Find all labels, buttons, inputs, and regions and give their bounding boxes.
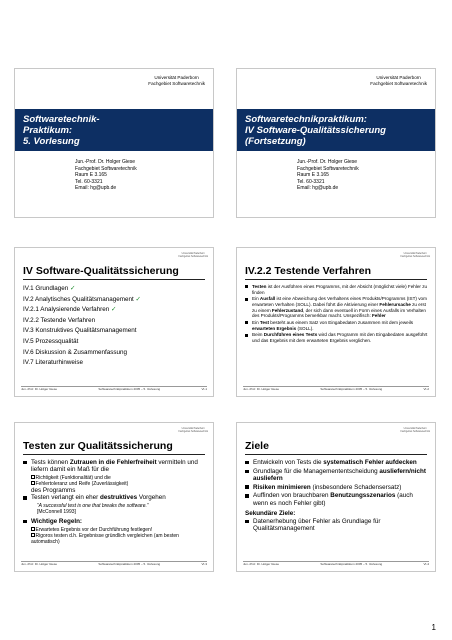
university-logo: Universität Paderborn Fachgebiet Softwaretechnik: [400, 252, 430, 258]
slide-body: [245, 459, 429, 534]
university-logo: Universität Paderborn Fachgebiet Softwaretechnik: [178, 252, 208, 258]
continuation-text: des Programms: [31, 486, 76, 494]
sub-item: Rigoros testen d.h. Ergebnisse gründlich vergleichen (am besten automatisch): [31, 532, 179, 545]
slide-title-box: Softwaretechnik- Praktikum: 5. Vorlesung: [15, 109, 214, 151]
slide-body: [23, 459, 207, 545]
bullet-item: Risiken minimieren (insbesondere Schadensersatz): [245, 484, 429, 491]
bullet-item: Beim Durchführen eines Tests wird das Programm mit den Eingabedaten ausgeführt und das Ergebnis mit dem erwarteten Ergebnis verglichen.: [245, 332, 429, 343]
toc-list: [23, 284, 207, 369]
bullet-item: Auffinden von brauchbaren Benutzungsszenarios (auch wenn es noch Fehler gibt): [245, 492, 429, 506]
bullet-item: Ein Test besteht aus einem Satz von Eingabedaten zusammen mit dem jeweils erwarteten Ergebnis (SOLL).: [245, 320, 429, 331]
toc-item: IV.6 Diskussion & Zusammenfassung: [23, 348, 128, 356]
university-logo: Universität Paderborn Fachgebiet Softwaretechnik: [400, 427, 430, 433]
sub-item: Fehlertoleranz und Reife (Zuverlässigkeit): [23, 481, 207, 487]
slide-title-box: Softwaretechnikpraktikum: IV Software-Qualitätssicherung (Fortsetzung): [237, 109, 436, 151]
bullet-item: Ein Ausfall ist eine Abweichung des Verhaltens eines Produkts/Programms (IST) vom erwarteten Verhalten (SOLL). Dabei führt die Aktivierung einer Fehlerursache zu erst zu einem Fehlerzustand, der sich dann eventuell in Form eines Ausfalls im Verhalten des Produkts/Programms bemerkbar macht. Unspezifisch: Fehler: [245, 296, 429, 318]
bullet-item: Testen ist der Ausführen eines Programms, mit der Absicht (möglichst viele) Fehler zu finden: [245, 284, 429, 295]
slide-toc: [14, 247, 214, 397]
quote-source: [McConnell 1993]: [37, 508, 76, 515]
slide-footer: Jun.-Prof. Dr. Holger Giese Softwaretechnikpraktikum 2005 – 5. Vorlesung VI-1: [21, 387, 207, 391]
toc-item: IV.2 Analytisches Qualitätsmanagement ✓: [23, 295, 141, 303]
slide-body: [245, 284, 429, 345]
bullet-item: Grundlage für die Managemententscheidung ausliefern/nicht ausliefern: [245, 468, 429, 482]
slide-testende-verfahren: [236, 247, 436, 397]
slide-heading: IV.2.2 Testende Verfahren: [245, 265, 372, 277]
slide-title-praktikum: [236, 68, 436, 218]
quote: “A successful test is one that breaks the software.”: [37, 502, 149, 509]
page-number: 1: [431, 623, 436, 632]
section-heading: Sekundäre Ziele:: [245, 509, 296, 517]
bullet-item: Wichtige Regeln:: [23, 518, 207, 525]
contact-info: Jun.-Prof. Dr. Holger Giese Fachgebiet Softwaretechnik Raum E 3.165 Tel. 60-3321 Email: hg@upb.de: [75, 159, 137, 192]
checkmark-icon: ✓: [135, 295, 141, 303]
title-rule: [245, 279, 427, 280]
university-logo: Universität Paderborn Fachgebiet Softwaretechnik: [178, 427, 208, 433]
bullet-item: Entwickeln von Tests die systematisch Fehler aufdecken: [245, 459, 429, 466]
sub-item: Erwartetes Ergebnis vor der Durchführung festlegen!: [23, 527, 207, 533]
slide-heading: Testen zur Qualitätssicherung: [23, 440, 173, 452]
title-rule: [23, 454, 205, 455]
square-bullet-icon: [31, 533, 35, 537]
bullet-item: Testen verlangt ein eher destruktives Vorgehen: [23, 494, 207, 501]
slide-testen-qualitaet: [14, 422, 214, 572]
slide-footer: Jun.-Prof. Dr. Holger Giese Softwaretechnikpraktikum 2005 – 5. Vorlesung VI-3: [21, 562, 207, 566]
bullet-item: Tests können Zutrauen in die Fehlerfreiheit vermitteln und liefern damit ein Maß für die: [23, 459, 207, 473]
slide-heading: Ziele: [245, 440, 269, 452]
sub-item: Richtigkeit (Funktionalität) und die: [23, 475, 207, 481]
toc-item: IV.3 Konstruktives Qualitätsmanagement: [23, 327, 137, 335]
toc-item: IV.2.1 Analysierende Verfahren ✓: [23, 306, 117, 314]
checkmark-icon: ✓: [111, 306, 117, 314]
toc-item: IV.1 Grundlagen ✓: [23, 285, 76, 292]
square-bullet-icon: [31, 475, 35, 479]
university-header: Universität Paderborn Fachgebiet Softwaretechnik: [370, 75, 427, 86]
bullet-item: Datenerhebung über Fehler als Grundlage für Qualitätsmanagement: [245, 518, 429, 532]
slide-ziele: [236, 422, 436, 572]
slide-title-vorlesung: [14, 68, 214, 218]
contact-info: Jun.-Prof. Dr. Holger Giese Fachgebiet Softwaretechnik Raum E 3.165 Tel. 60-3321 Email: hg@upb.de: [297, 159, 359, 192]
square-bullet-icon: [31, 481, 35, 485]
slide-footer: Jun.-Prof. Dr. Holger Giese Softwaretechnikpraktikum 2005 – 5. Vorlesung VI-2: [243, 387, 429, 391]
university-header: Universität Paderborn Fachgebiet Softwaretechnik: [148, 75, 205, 86]
title-rule: [245, 454, 427, 455]
slide-footer: Jun.-Prof. Dr. Holger Giese Softwaretechnikpraktikum 2005 – 5. Vorlesung VI-4: [243, 562, 429, 566]
square-bullet-icon: [31, 527, 35, 531]
checkmark-icon: ✓: [70, 285, 76, 292]
toc-item: IV.5 Prozessqualität: [23, 337, 79, 345]
slide-heading: IV Software-Qualitätssicherung: [23, 265, 179, 277]
toc-item: IV.2.2 Testende Verfahren: [23, 316, 96, 324]
title-rule: [23, 279, 205, 280]
toc-item: IV.7 Literaturhinweise: [23, 359, 83, 367]
